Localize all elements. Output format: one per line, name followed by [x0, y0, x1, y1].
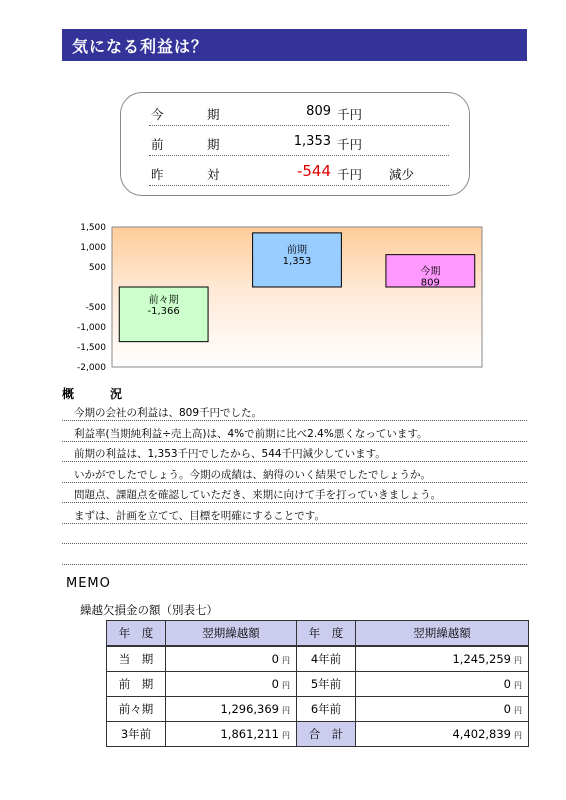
year-cell: 5年前	[297, 672, 356, 697]
summary-value: 1,353	[293, 134, 331, 149]
amount-cell: 0 円	[356, 697, 529, 722]
header-amount-2: 翌期繰越額	[356, 621, 529, 647]
profit-chart-svg	[62, 215, 484, 373]
bar-category-label: 前期	[287, 244, 307, 256]
table-row	[107, 697, 529, 722]
bar-category-label: 今期	[420, 266, 441, 278]
summary-diff-value: -544	[296, 162, 331, 180]
gaikyo-line	[62, 545, 527, 565]
gaikyo-line	[62, 401, 527, 421]
gaikyo-line-text: いかがでしたでしょう。今期の成績は、納得のいく結果でしたでしょうか。	[74, 468, 431, 481]
y-tick-label: 1,000	[80, 243, 106, 253]
summary-row-diff: 昨 対 -544 千円 減少	[149, 159, 449, 186]
gaikyo-line	[62, 483, 527, 503]
profit-chart	[62, 215, 484, 373]
y-tick-label: 500	[88, 263, 106, 273]
table-row	[107, 646, 529, 672]
page-header	[62, 29, 527, 61]
gaikyo-line	[62, 524, 527, 544]
header-year-1: 年 度	[107, 621, 166, 647]
year-cell: 4年前	[297, 646, 356, 672]
bar-value-label: 1,353	[282, 255, 312, 267]
header-amount-1: 翌期繰越額	[166, 621, 297, 647]
page-title: 気になる利益は？	[72, 37, 209, 56]
year-cell: 合 計	[297, 722, 356, 747]
y-tick-label: -1,000	[76, 323, 106, 333]
memo-subtitle: 繰越欠損金の額（別表七）	[80, 603, 218, 617]
summary-value: 809	[306, 104, 331, 119]
gaikyo-line-text: まずは、計画を立てて、目標を明確にすることです。	[74, 509, 325, 522]
gaikyo-line-text: 今期の会社の利益は、809千円でした。	[74, 407, 263, 419]
summary-note: 減少	[389, 167, 415, 182]
y-tick-label: -1,500	[76, 343, 106, 353]
year-cell: 前 期	[107, 672, 166, 697]
year-cell: 6年前	[297, 697, 356, 722]
table-header-row	[107, 621, 529, 647]
bar-value-label: 809	[420, 277, 440, 289]
year-cell: 前々期	[107, 697, 166, 722]
gaikyo-title: 概 況	[62, 387, 135, 401]
bar-category-label: 前々期	[148, 295, 179, 306]
table-row	[107, 672, 529, 697]
table-row	[107, 722, 529, 747]
gaikyo-line	[62, 422, 527, 442]
gaikyo-line	[62, 504, 527, 524]
amount-cell: 1,245,259 円	[356, 646, 529, 672]
y-tick-label: 1,500	[80, 223, 106, 233]
amount-cell: 0 円	[166, 672, 297, 697]
amount-cell: 1,296,369 円	[166, 697, 297, 722]
gaikyo-line	[62, 463, 527, 483]
amount-cell: 0 円	[166, 646, 297, 672]
gaikyo-line-text: 前期の利益は、1,353千円でしたから、544千円減少しています。	[74, 448, 386, 460]
gaikyo-line-text: 利益率(当期純利益÷売上高)は、4%で前期に比べ2.4%悪くなっています。	[74, 427, 428, 440]
amount-cell: 0 円	[356, 672, 529, 697]
year-cell: 3年前	[107, 722, 166, 747]
y-tick-label: -2,000	[76, 363, 106, 373]
summary-row-previous: 前 期 1,353 千円	[149, 129, 449, 156]
memo-title: MEMO	[66, 576, 111, 591]
year-cell: 当 期	[107, 646, 166, 672]
gaikyo-line	[62, 442, 527, 462]
summary-row-current: 今 期 809 千円	[149, 99, 449, 126]
amount-cell: 1,861,211 円	[166, 722, 297, 747]
profit-summary-box	[120, 92, 470, 196]
gaikyo-line-text: 問題点、課題点を確認していただき、来期に向けて手を打っていきましょう。	[74, 489, 442, 501]
header-year-2: 年 度	[297, 621, 356, 647]
amount-cell: 4,402,839 円	[356, 722, 529, 747]
loss-carryforward-table	[106, 620, 529, 747]
y-tick-label: -500	[85, 303, 106, 313]
bar-value-label: -1,366	[147, 306, 180, 317]
